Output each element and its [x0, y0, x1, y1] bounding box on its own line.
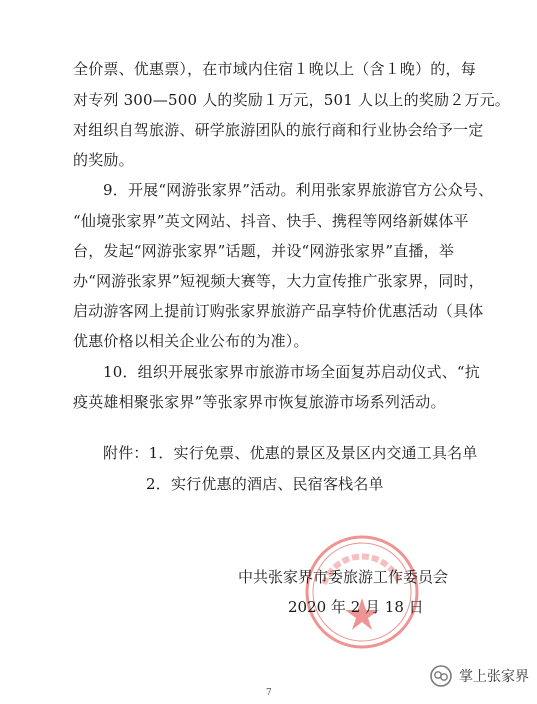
item-9-line-4: 办“网游张家界”短视频大赛等，大力宣传推广张家界，同时， [73, 272, 484, 290]
item-9-line-2: “仙境张家界”英文网站、抖音、快手、携程等网络新媒体平 [73, 212, 469, 230]
official-seal [302, 532, 422, 652]
watermark [429, 662, 529, 690]
body-line-4: 的奖励。 [73, 151, 134, 169]
item-10-line-2: 疫英雄相聚张家界”等张家界市恢复旅游市场系列活动。 [73, 393, 446, 411]
item-10-line-1: 10．组织开展张家界市旅游市场全面复苏启动仪式、“抗 [103, 363, 480, 381]
attachment-line-2: 2．实行优惠的酒店、民宿客栈名单 [146, 475, 384, 493]
page-number: 7 [266, 688, 272, 698]
body-line-3: 对组织自驾旅游、研学旅游团队的旅行商和行业协会给予一定 [73, 121, 484, 139]
item-9-line-5: 启动游客网上提前订购张家界旅游产品享特价优惠活动（具体 [73, 302, 484, 320]
signature-org: 中共张家界市委旅游工作委员会 [238, 568, 449, 586]
attachment-line-1: 附件：1．实行免票、优惠的景区及景区内交通工具名单 [103, 444, 478, 462]
item-9-line-3: 台，发起“网游张家界”话题，并设“网游张家界”直播，举 [73, 242, 455, 260]
item-9-line-1: 9．开展“网游张家界”活动。利用张家界旅游官方公众号、 [103, 181, 494, 199]
wechat-channel-icon [429, 664, 453, 688]
body-line-1: 全价票、优惠票），在市域内住宿１晚以上（含１晚）的，每 [73, 60, 476, 78]
signature-date: 2020 年 2 月 18 日 [288, 598, 424, 616]
item-9-line-6: 优惠价格以相关企业公布的为准）。 [73, 332, 309, 350]
body-line-2: 对专列 300—500 人的奖励１万元，501 人以上的奖励２万元。 [73, 91, 510, 109]
watermark-label: 掌上张家界 [459, 669, 529, 685]
